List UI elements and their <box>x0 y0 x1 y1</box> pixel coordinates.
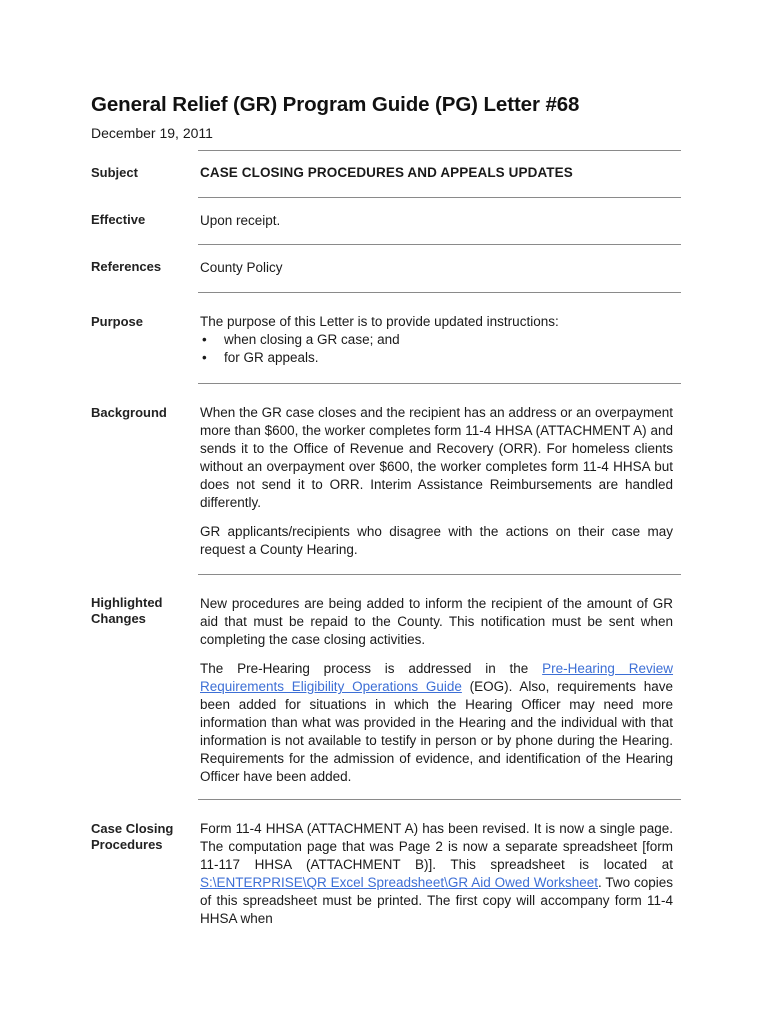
case-closing-section <box>200 820 673 928</box>
background-section <box>200 404 673 559</box>
divider <box>198 244 681 245</box>
case-closing-label <box>91 821 191 853</box>
pre-hearing-eog-link[interactable]: Pre-Hearing Review Requirements Eligibility Operations Guide <box>200 661 674 694</box>
subject-text: CASE CLOSING PROCEDURES AND APPEALS UPDATES <box>200 165 573 180</box>
letter-date: December 19, 2011 <box>91 125 213 141</box>
purpose-section <box>200 313 673 367</box>
subject-label: Subject <box>91 165 138 180</box>
spreadsheet-path-link[interactable]: S:\ENTERPRISE\QR Excel Spreadsheet\GR Aid Owed Worksheet <box>200 875 598 890</box>
label-line: Highlighted <box>91 595 163 610</box>
divider <box>198 197 681 198</box>
subject-section <box>200 164 673 182</box>
page-title: General Relief (GR) Program Guide (PG) Letter #68 <box>91 93 580 116</box>
divider <box>198 150 681 151</box>
divider <box>198 574 681 575</box>
case-closing-paragraph <box>200 820 673 928</box>
text-run: The Pre-Hearing process is addressed in the <box>200 661 543 676</box>
purpose-label: Purpose <box>91 314 144 329</box>
effective-label: Effective <box>91 212 146 227</box>
list-item: • for GR appeals. <box>200 349 673 367</box>
purpose-intro: The purpose of this Letter is to provide updated instructions: <box>200 314 559 329</box>
label-line: Procedures <box>91 837 163 852</box>
text-run: (EOG). Also, requirements have been added for situations in which the Hearing Officer may need more information than what was provided in the Hearing and the individual with that information is not available to testify in person or by phone during the Hearing. Requirements for the admission of evidence, and identification of the Hearing Officer have been added. <box>200 679 673 784</box>
highlighted-changes-section <box>200 595 673 786</box>
divider <box>198 799 681 800</box>
text-run: . Two copies of this spreadsheet must be printed. The first copy will accompany form 11-4 HHSA when <box>200 875 674 926</box>
background-paragraph-2: GR applicants/recipients who disagree with the actions on their case may request a County Hearing. <box>200 524 673 557</box>
highlighted-changes-label <box>91 595 191 627</box>
label-line: Changes <box>91 611 146 626</box>
divider <box>198 383 681 384</box>
effective-text: Upon receipt. <box>200 213 281 228</box>
references-section <box>200 259 673 277</box>
references-text: County Policy <box>200 260 283 275</box>
highlighted-paragraph-2 <box>200 660 673 786</box>
list-item: • when closing a GR case; and <box>200 331 673 349</box>
background-paragraph-1: When the GR case closes and the recipient has an address or an overpayment more than $600, the worker completes form 11-4 HHSA (ATTACHMENT A) and sends it to the Office of Revenue and Recovery (ORR). For homeless clients without an overpayment over $600, the worker completes form 11-4 HHSA but does not send it to ORR. Interim Assistance Reimbursements are handled differently. <box>200 405 673 510</box>
label-line: Case Closing <box>91 821 174 836</box>
divider <box>198 292 681 293</box>
effective-section <box>200 212 673 230</box>
text-run: Form 11-4 HHSA (ATTACHMENT A) has been revised. It is now a single page. The computation page that was Page 2 is now a separate spreadsheet [form 11-117 HHSA (ATTACHMENT B)]. This spreadsheet is located at <box>200 821 673 872</box>
references-label: References <box>91 259 162 274</box>
highlighted-paragraph-1: New procedures are being added to inform the recipient of the amount of GR aid that must be repaid to the County. This notification must be sent when completing the case closing activities. <box>200 596 673 647</box>
purpose-list <box>200 331 673 367</box>
background-label: Background <box>91 405 167 420</box>
